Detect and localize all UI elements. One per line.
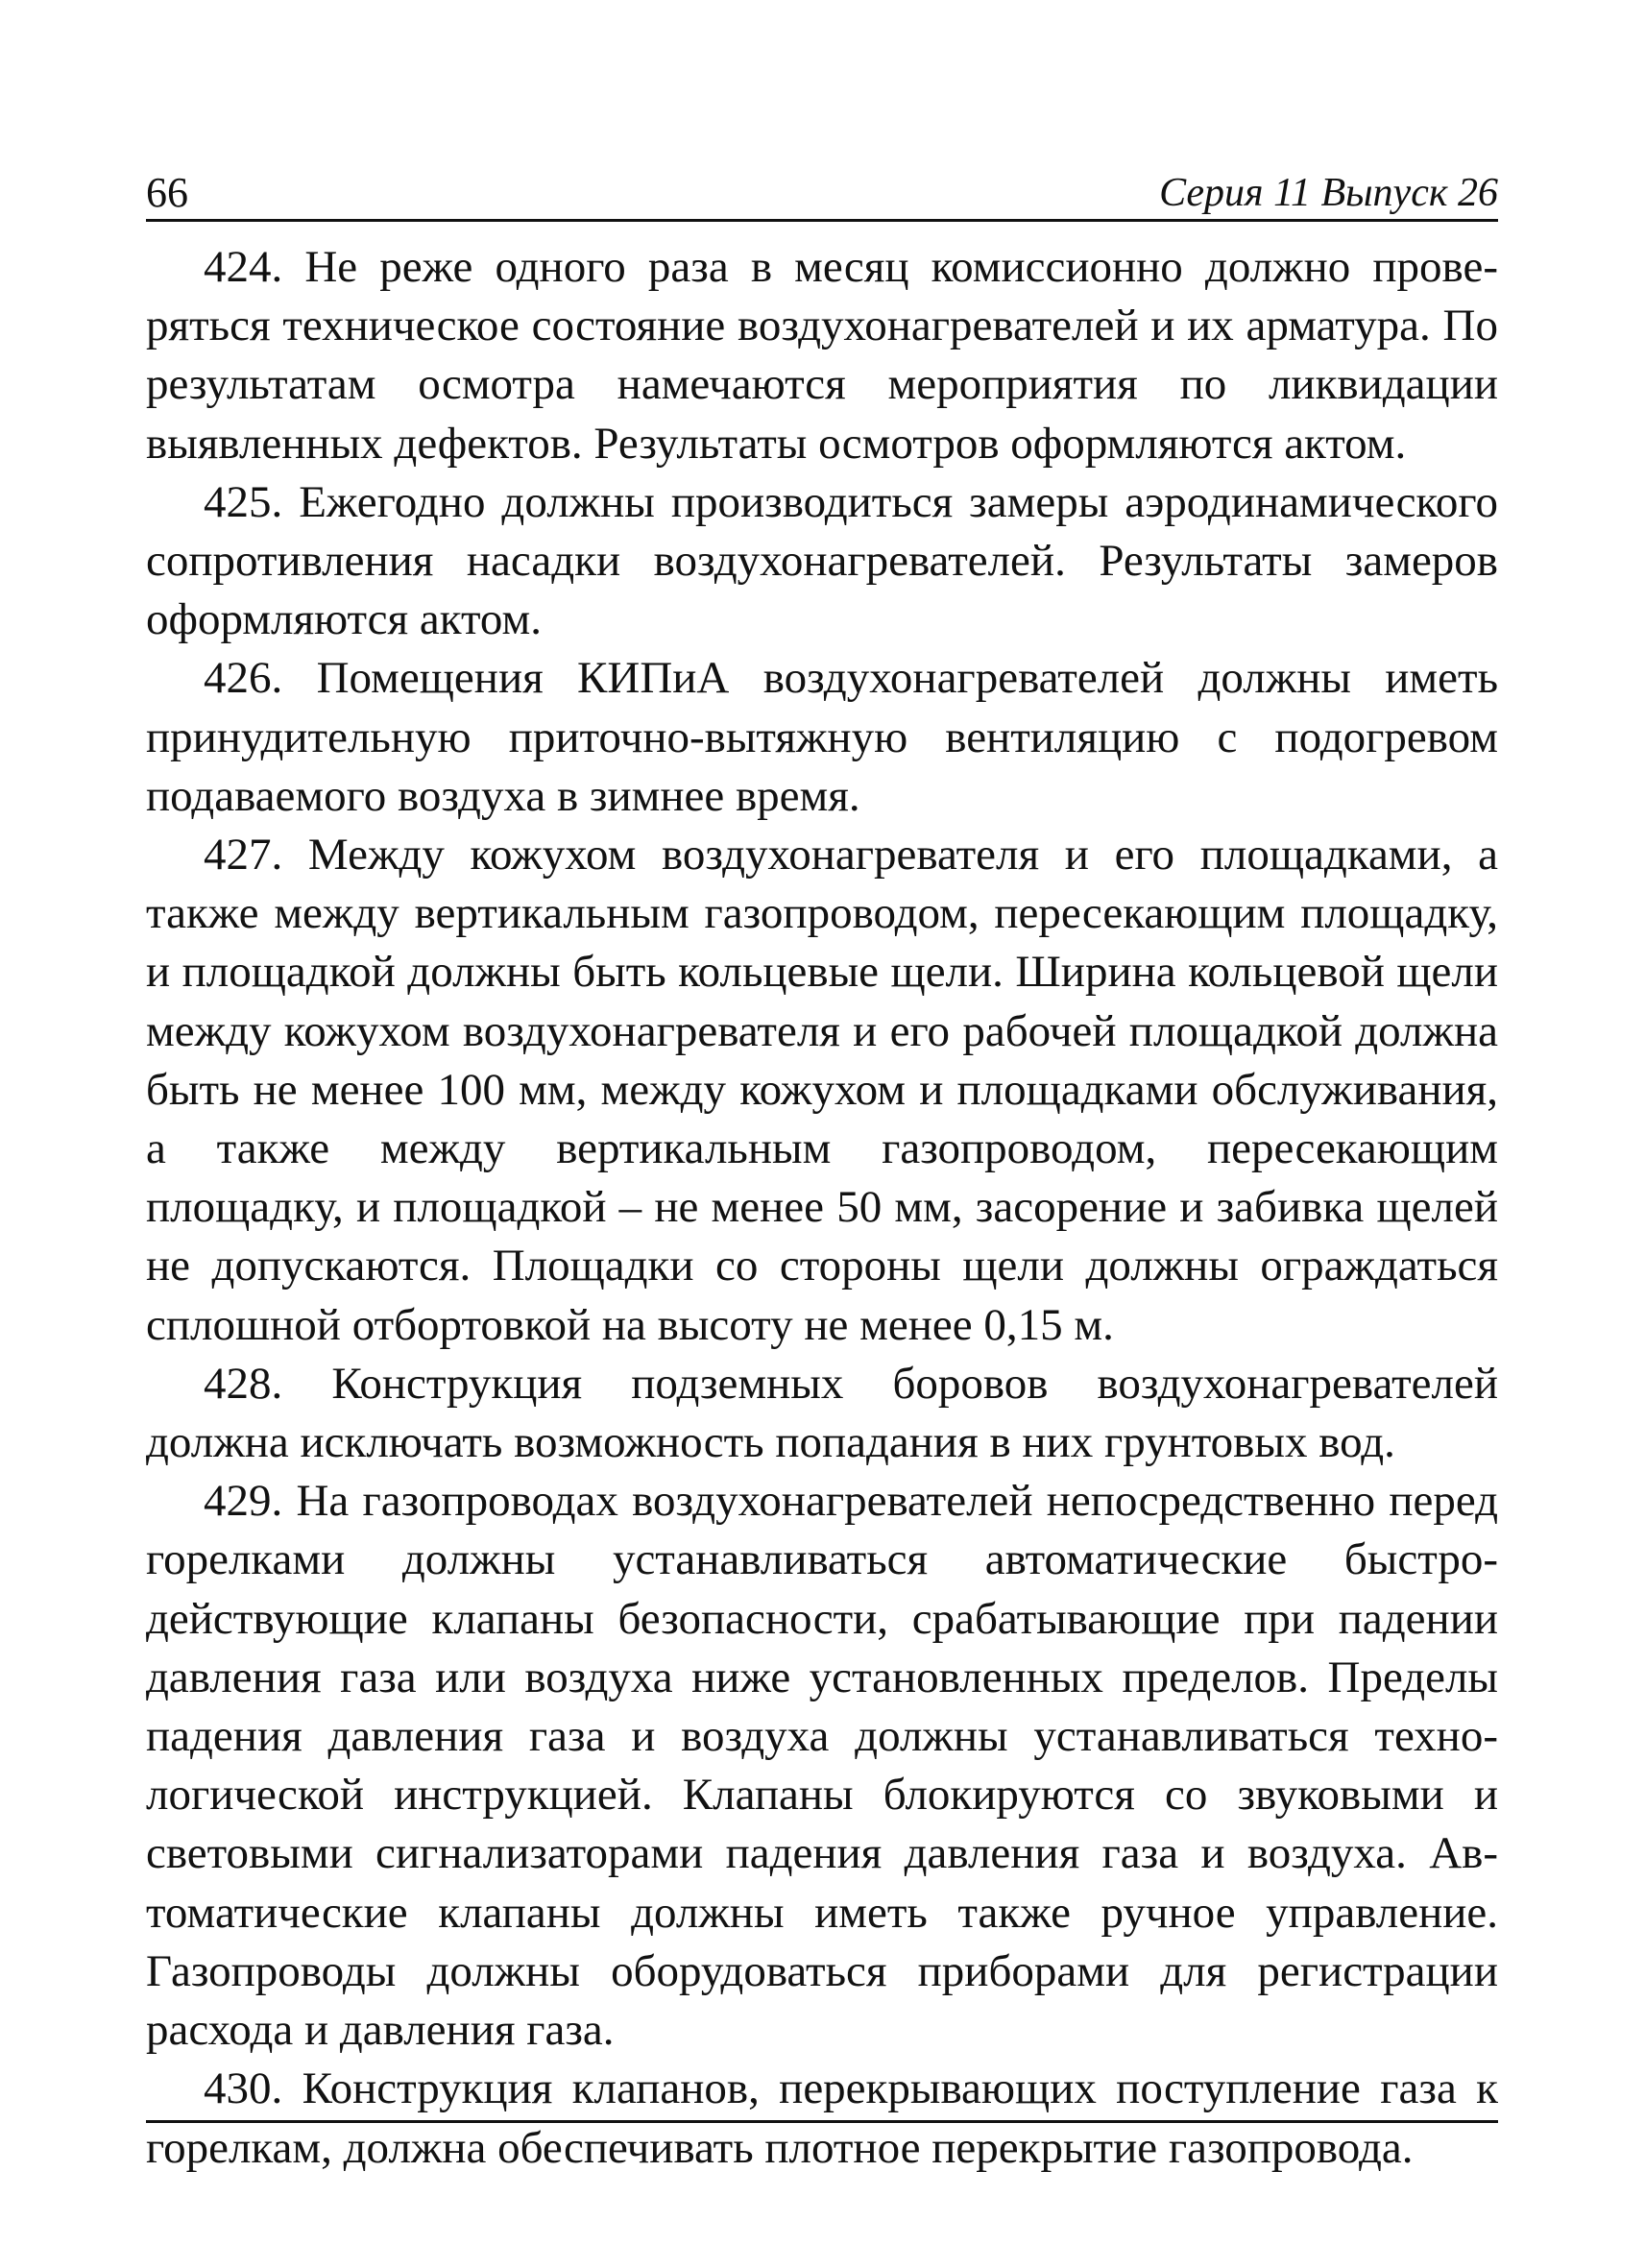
paragraph-424: 424. Не реже одного раза в месяц комиссионно должно проверяться техническое состояние воздухонагревателей и их арматура. По результатам осмотра намечаются мероприятия по ликвидации выявленных дефектов. Результаты осмотров оформляются актом. [146, 242, 1498, 469]
page-header [146, 165, 1498, 222]
paragraph-430: 430. Конструкция клапанов, перекрывающих поступление газа к горелкам, должна обеспечивать плотное перекрытие газопровода. [146, 2063, 1498, 2173]
paragraph-428: 428. Конструкция подземных боровов воздухонагревателей должна исключать возможность попадания в них грунтовых вод. [146, 1358, 1498, 1468]
running-title: Серия 11 Выпуск 26 [1159, 171, 1498, 215]
paragraph-425: 425. Ежегодно должны производиться замеры аэродинамического сопротивления насадки воздухонагревателей. Результаты замеров оформляются актом. [146, 476, 1498, 645]
paragraph-429: 429. На газопроводах воздухонагревателей непосредственно перед горелками должны устанавливаться автоматические быстродействующие клапаны безопасности, срабатывающие при падении давления газа или воздуха ниже установленных пределов. Пределы падения давления газа и воздуха должны устанавливаться технологической инструкцией. Клапаны блокируются со звуковыми и световыми сигнализаторами падения давления газа и воздуха. Автоматические клапаны должны иметь также ручное управление. Газопроводы должны оборудоваться приборами для регистрации расхода и давления газа. [146, 1476, 1498, 2056]
body-text [146, 238, 1498, 2178]
paragraph-426: 426. Помещения КИПиА воздухонагревателей должны иметь принудительную приточно-вытяжную вентиляцию с подогревом подаваемого воздуха в зимнее время. [146, 653, 1498, 821]
page-number: 66 [146, 169, 188, 216]
document-page [146, 0, 1498, 2268]
footer-rule [146, 2120, 1498, 2123]
paragraph-427: 427. Между кожухом воздухонагревателя и его площадками, а также между вертикальным газопроводом, пересекающим площадку, и площадкой должны быть кольцевые щели. Ширина кольцевой щели между кожухом воздухонагревателя и его рабочей площадкой должна быть не менее 100 мм, между кожухом и площадками обслуживания, а также между вертикальным газопроводом, пересекающим площадку, и площадкой – не менее 50 мм, засорение и забивка щелей не допускаются. Площадки со стороны щели должны ограждаться сплошной отбортовкой на высоту не менее 0,15 м. [146, 830, 1498, 1350]
